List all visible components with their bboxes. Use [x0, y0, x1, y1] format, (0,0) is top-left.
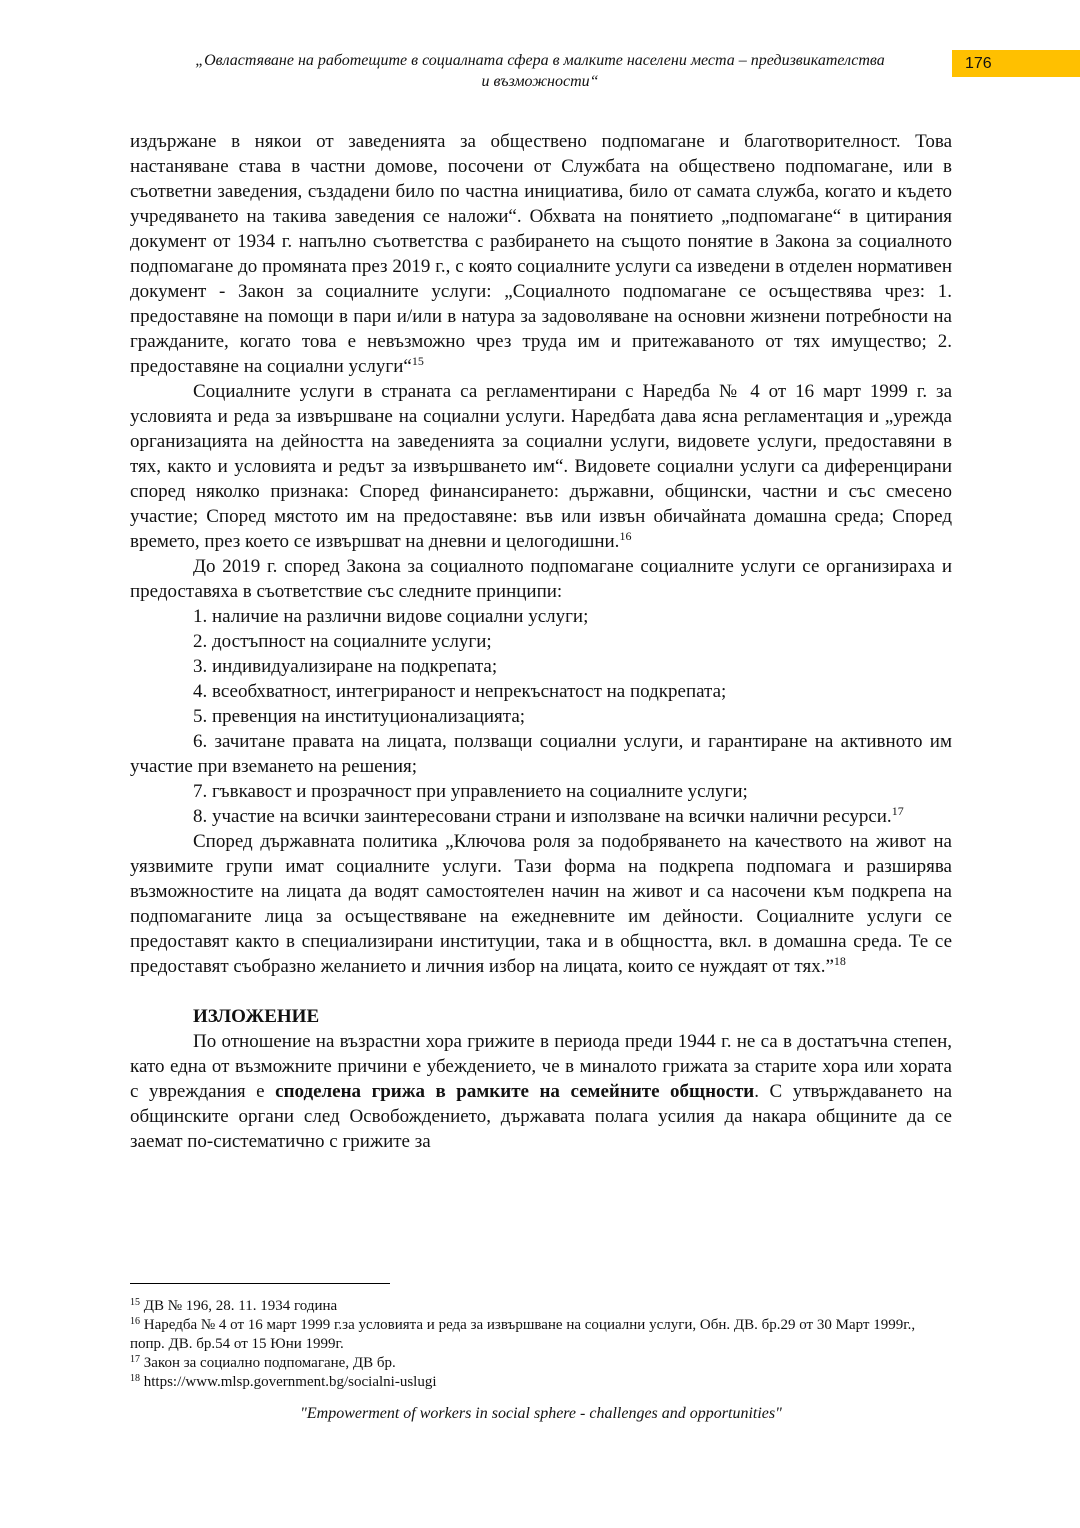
footnote-ref-17: 17 [891, 804, 904, 818]
header-title-line2: и възможности“ [481, 73, 599, 90]
list-item: 8. участие на всички заинтересовани страни и използване на всички налични ресурси.$^{17}$ [193, 804, 904, 827]
list-item: 5. превенция на институционализацията; [193, 706, 526, 727]
running-header [130, 50, 950, 92]
footnote-separator [130, 1283, 390, 1284]
footnote-17: $^{17}$ Закон за социално подпомагане, ДВ бр. [130, 1354, 396, 1371]
list-item: 7. гъвкавост и прозрачност при управлението на социалните услуги; [193, 781, 748, 802]
footnote-15: $^{15}$ ДВ № 196, 28. 11. 1934 година [130, 1297, 338, 1314]
paragraph-5: По отношение на възрастни хора грижите в периода преди 1944 г. не са в достатъчна степен, като една от възможните причини е убеждението, че в миналото грижата за старите хора или хората с увреждания е споделена грижа в рамките на семейните общности. С утвърждаването на общинските органи след Освобождението, държавата полага усилия да накара общините да се заемат по-систематично с грижите за [130, 1031, 953, 1152]
paragraph-4: Според държавната политика „Ключова роля за подобряването на качеството на живот на уязвимите групи имат социалните услуги. Тази форма на подкрепа подпомага и разширява възможностите на лицата да водят самостоятелен начин на живот и са насочени към подкрепа на подпомаганите лица за осъществяване на ежедневните им дейности. Социалните услуги се предоставят както в специализирани институции, така и в общността, вкл. в домашна среда. Те се предоставят съобразно желанието и личния избор на лицата, които се нуждаят от тях.”$^{18}$ [130, 831, 952, 977]
footnote-16: $^{16}$ Наредба № 4 от 16 март 1999 г.за условията и реда за извършване на социални услуги, Обн. ДВ. бр.29 от 30 Март 1999г., попр. ДВ. бр.54 от 15 Юни 1999г. [130, 1316, 916, 1352]
paragraph-2: Социалните услуги в страната са регламентирани с Наредба № 4 от 16 март 1999 г. за условията и реда за извършване на социални услуги. Наредбата дава ясна регламентация и „урежда организацията на дейността на заведенията за социални услуги, видовете услуги, предоставяни в тях, както и условията и редът за извършването им“. Видовете социални услуги са диференцирани според няколко признака: Според финансирането: държавни, общински, частни и със смесено участие; Според мястото им на предоставяне: във или извън обичайната домашна среда; Според времето, през което се извършват на дневни и целогодишни.$^{16}$ [130, 381, 952, 552]
paragraph-3: До 2019 г. според Закона за социалното подпомагане социалните услуги се организираха и предоставяха в съответствие със следните принципи: [130, 556, 952, 602]
header-title-line1: „Овластяване на работещите в социалната сфера в малките населени места – предизвикателства [195, 52, 885, 69]
list-item: 3. индивидуализиране на подкрепата; [193, 656, 498, 677]
footnote-18: $^{18}$ https://www.mlsp.government.bg/socialni-uslugi [130, 1373, 437, 1390]
footnote-ref-15: 15 [411, 354, 424, 368]
list-item: 4. всеобхватност, интегрираност и непрекъснатост на подкрепата; [193, 681, 727, 702]
emphasis-text: споделена грижа в рамките на семейните общности [275, 1081, 755, 1102]
footnote-ref-16: 16 [619, 529, 632, 543]
list-item: 1. наличие на различни видове социални услуги; [193, 606, 589, 627]
footnote-ref-18: 18 [833, 954, 846, 968]
body-text [130, 129, 952, 1154]
paragraph-1: издържане в някои от заведенията за обществено подпомагане и благотворителност. Това настаняване става в частни домове, посочени от Службата на обществено подпомагане, или в съответни заведения, създадени било по частна инициатива, било от самата служба, когато и където учредяването на такива заведения се наложи“. Обхвата на понятието „подпомагане“ в цитирания документ от 1934 г. напълно съответства с разбирането на същото понятие в Закона за социалното подпомагане до промяната през 2019 г., с която социалните услуги са изведени в отделен нормативен документ - Закон за социалните услуги: „Социалното подпомагане се осъществява чрез: 1. предоставяне на помощи в пари и/или в натура за задоволяване на основни жизнени потребности на гражданите, когато това е невъзможно чрез труда им и притежаваното от тях имущество; 2. предоставяне на социални услуги“$^{15}$ [130, 131, 952, 377]
page-number-badge: 176 [952, 50, 1080, 77]
section-heading: ИЗЛОЖЕНИЕ [193, 1006, 320, 1027]
list-item: 6. зачитане правата на лицата, ползващи социални услуги, и гарантиране на активното им участие при вземането на решения; [130, 731, 952, 777]
footnotes [130, 1297, 952, 1392]
list-item: 2. достъпност на социалните услуги; [193, 631, 492, 652]
running-footer: "Empowerment of workers in social sphere - challenges and opportunities" [300, 1405, 782, 1422]
